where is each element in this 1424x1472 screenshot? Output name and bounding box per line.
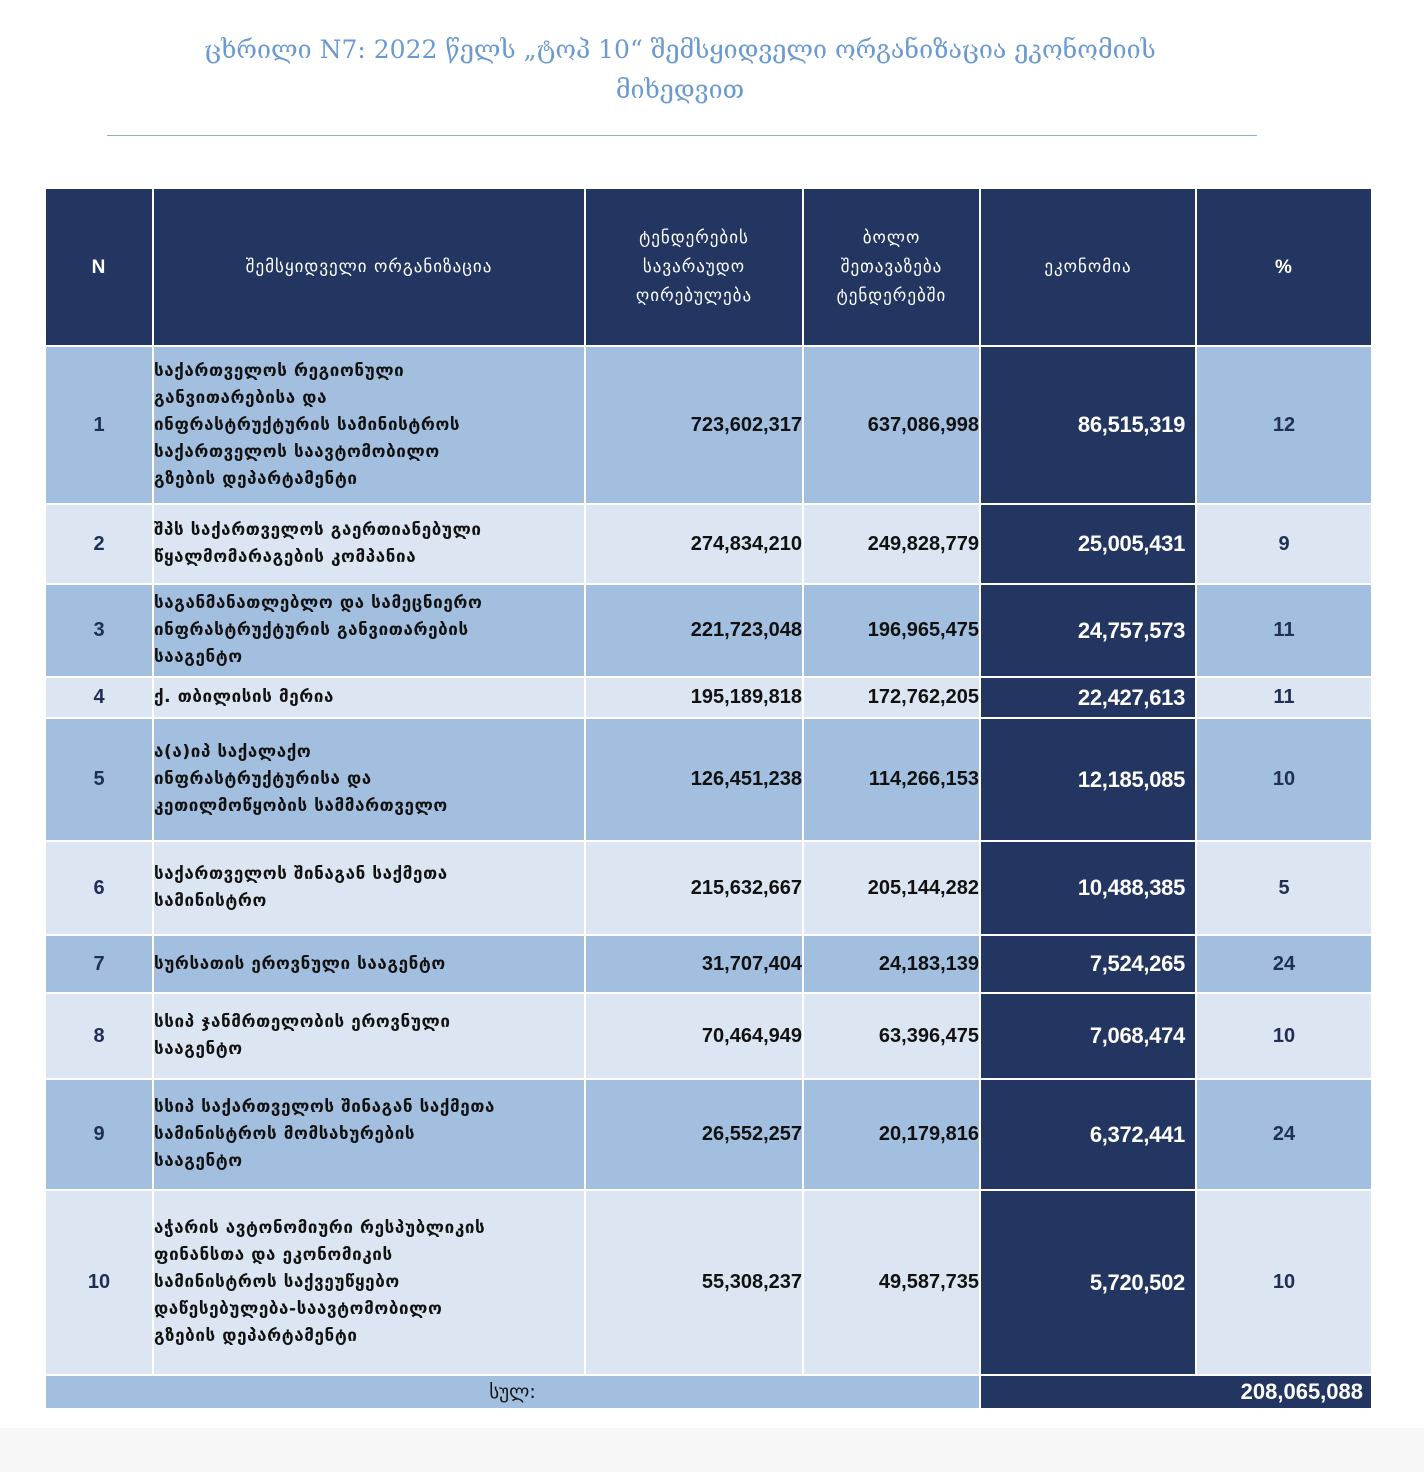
table-row	[45, 993, 1372, 1079]
organization-name	[153, 718, 585, 841]
organization-line: დაწესებულება-საავტომობილო	[154, 1299, 443, 1319]
table-row	[45, 1079, 1372, 1190]
organization-line: სსიპ საქართველოს შინაგან საქმეთა	[154, 1097, 496, 1117]
organization-line: საგანმანათლებლო და სამეცნიერო	[154, 593, 483, 613]
estimated-value: 26,552,257	[585, 1079, 803, 1190]
header-n: N	[45, 188, 153, 346]
table-row	[45, 1190, 1372, 1375]
table-row	[45, 346, 1372, 504]
organization-line: სააგენტო	[154, 1039, 243, 1059]
row-number: 5	[45, 718, 153, 841]
organization-line: საქართველოს საავტომობილო	[154, 441, 440, 462]
estimated-value: 70,464,949	[585, 993, 803, 1079]
estimated-value: 126,451,238	[585, 718, 803, 841]
header-estimated-line-3: ღირებულება	[635, 285, 753, 306]
economy-table	[44, 187, 1373, 1410]
total-row	[45, 1375, 1372, 1409]
table-row	[45, 935, 1372, 993]
organization-line: შპს საქართველოს გაერთიანებული	[154, 520, 482, 540]
economy-value: 25,005,431	[980, 504, 1196, 584]
economy-value: 6,372,441	[980, 1079, 1196, 1190]
organization-line: სამინისტროს საქვეუწყებო	[154, 1272, 400, 1292]
total-value: 208,065,088	[980, 1375, 1372, 1409]
estimated-value: 195,189,818	[585, 677, 803, 718]
estimated-value: 274,834,210	[585, 504, 803, 584]
final-offer: 637,086,998	[803, 346, 980, 504]
organization-name	[153, 935, 585, 993]
organization-line: სსიპ ჯანმრთელობის ეროვნული	[154, 1012, 451, 1032]
table-row	[45, 504, 1372, 584]
header-estimated-line-1: ტენდერების	[639, 227, 749, 248]
table-row	[45, 718, 1372, 841]
header-economy: ეკონომია	[980, 188, 1196, 346]
header-final-line-2: შეთავაზება	[840, 256, 943, 277]
percent-value: 11	[1196, 584, 1372, 677]
economy-value: 22,427,613	[980, 677, 1196, 718]
row-number: 10	[45, 1190, 153, 1375]
organization-line: ინფრასტრუქტურისა და	[154, 769, 372, 789]
estimated-value: 221,723,048	[585, 584, 803, 677]
organization-line: კეთილმოწყობის სამმართველო	[154, 796, 448, 816]
table-row	[45, 841, 1372, 935]
caption-line-1: ცხრილი N7: 2022 წელს „ტოპ 10“ შემსყიდველი ორგანიზაცია ეკონომიის	[204, 35, 1156, 64]
total-label: სულ:	[45, 1375, 980, 1409]
organization-line: წყალმომარაგების კომპანია	[154, 547, 417, 567]
row-number: 1	[45, 346, 153, 504]
organization-line: ინფრასტრუქტურის განვითარების	[154, 620, 469, 640]
economy-value: 12,185,085	[980, 718, 1196, 841]
header-estimated-value	[585, 188, 803, 346]
organization-name	[153, 993, 585, 1079]
economy-value: 86,515,319	[980, 346, 1196, 504]
organization-line: განვითარებისა და	[154, 387, 328, 408]
organization-line: სამინისტროს მომსახურების	[154, 1124, 416, 1144]
header-estimated-line-2: სავარაუდო	[642, 256, 746, 277]
organization-line: ა(ა)იპ საქალაქო	[154, 742, 312, 762]
header-final-offer	[803, 188, 980, 346]
organization-line: საქართველოს შინაგან საქმეთა	[154, 864, 448, 884]
percent-value: 11	[1196, 677, 1372, 718]
final-offer: 114,266,153	[803, 718, 980, 841]
row-number: 3	[45, 584, 153, 677]
caption-divider	[107, 135, 1257, 136]
percent-value: 24	[1196, 935, 1372, 993]
header-percent: %	[1196, 188, 1372, 346]
percent-value: 9	[1196, 504, 1372, 584]
organization-line: ინფრასტრუქტურის სამინისტროს	[154, 414, 461, 435]
final-offer: 196,965,475	[803, 584, 980, 677]
row-number: 9	[45, 1079, 153, 1190]
final-offer: 49,587,735	[803, 1190, 980, 1375]
row-number: 4	[45, 677, 153, 718]
organization-line: სამინისტრო	[154, 891, 267, 911]
organization-name	[153, 841, 585, 935]
organization-name	[153, 677, 585, 718]
row-number: 6	[45, 841, 153, 935]
organization-name	[153, 584, 585, 677]
estimated-value: 31,707,404	[585, 935, 803, 993]
row-number: 7	[45, 935, 153, 993]
organization-name	[153, 346, 585, 504]
final-offer: 63,396,475	[803, 993, 980, 1079]
organization-line: აჭარის ავტონომიური რესპუბლიკის	[154, 1218, 486, 1238]
row-number: 8	[45, 993, 153, 1079]
organization-name	[153, 1079, 585, 1190]
economy-value: 5,720,502	[980, 1190, 1196, 1375]
organization-line: სააგენტო	[154, 647, 243, 667]
organization-name	[153, 1190, 585, 1375]
economy-value: 7,524,265	[980, 935, 1196, 993]
final-offer: 249,828,779	[803, 504, 980, 584]
organization-name	[153, 504, 585, 584]
estimated-value: 723,602,317	[585, 346, 803, 504]
percent-value: 10	[1196, 1190, 1372, 1375]
percent-value: 12	[1196, 346, 1372, 504]
caption-line-2: მიხედვით	[615, 75, 745, 104]
final-offer: 24,183,139	[803, 935, 980, 993]
estimated-value: 215,632,667	[585, 841, 803, 935]
economy-value: 7,068,474	[980, 993, 1196, 1079]
final-offer: 205,144,282	[803, 841, 980, 935]
organization-line: საქართველოს რეგიონული	[154, 360, 405, 381]
organization-line: ქ. თბილისის მერია	[154, 687, 335, 707]
table-caption	[120, 30, 1240, 110]
percent-value: 10	[1196, 993, 1372, 1079]
organization-line: სურსათის ეროვნული სააგენტო	[154, 953, 446, 974]
organization-line: გზების დეპარტამენტი	[154, 1326, 358, 1346]
table-row	[45, 677, 1372, 718]
organization-line: ფინანსთა და ეკონომიკის	[154, 1245, 393, 1265]
estimated-value: 55,308,237	[585, 1190, 803, 1375]
final-offer: 20,179,816	[803, 1079, 980, 1190]
row-number: 2	[45, 504, 153, 584]
final-offer: 172,762,205	[803, 677, 980, 718]
percent-value: 5	[1196, 841, 1372, 935]
economy-value: 24,757,573	[980, 584, 1196, 677]
economy-value: 10,488,385	[980, 841, 1196, 935]
header-final-line-3: ტენდერებში	[836, 285, 947, 306]
header-organization: შემსყიდველი ორგანიზაცია	[153, 188, 585, 346]
percent-value: 10	[1196, 718, 1372, 841]
organization-line: სააგენტო	[154, 1151, 243, 1171]
percent-value: 24	[1196, 1079, 1372, 1190]
page-bottom-margin	[0, 1428, 1424, 1472]
organization-line: გზების დეპარტამენტი	[154, 468, 358, 489]
table-body	[45, 346, 1372, 1375]
header-final-line-1: ბოლო	[862, 227, 921, 248]
table-row	[45, 584, 1372, 677]
header-row	[45, 188, 1372, 346]
